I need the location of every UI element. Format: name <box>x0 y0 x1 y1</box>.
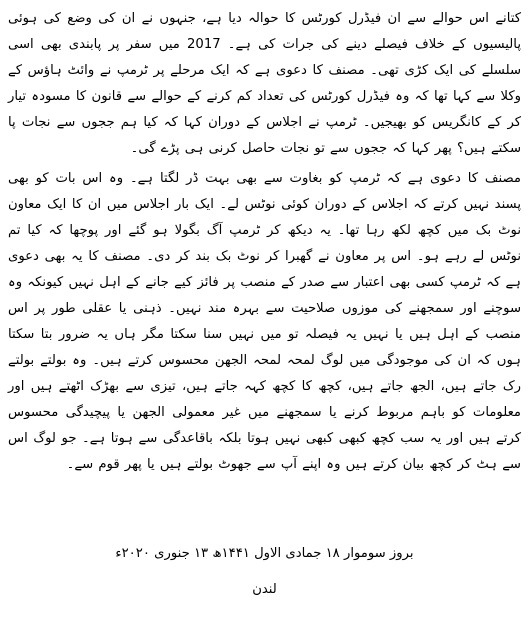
article-paragraph-1: کتانے اس حوالے سے ان فیڈرل کورٹس کا حوالہ دیا ہے، جنہوں نے ان کی وضع کی ہوئی پالیسیوں کے خلاف فیصلے دینے کی جرات کی ہے۔ 2017 میں سفر پر پابندی بھی اسی سلسلے کی ایک کڑی تھی۔ مصنف کا دعوی ہے کہ ایک مرحلے پر ٹرمپ نے وائٹ ہاؤس کے وکلا سے کہا تھا کہ وہ فیڈرل کورٹس کی تعداد کم کرنے کے حوالے سے قانون کا مسودہ تیار کر کے کانگریس کو بھیجیں۔ ٹرمپ نے اجلاس کے دوران کہا کہ کیا ہم ججوں سے نجات پا سکتے ہیں؟ پھر کہا کہ ججوں سے تو نجات حاصل کرنی ہی پڑے گی۔ <box>8 11 521 156</box>
article-dateline: بروز سوموار ۱۸ جمادی الاول ۱۴۴۱ھ ۱۳ جنوری ۲۰۲۰ء <box>115 546 414 561</box>
article-paragraph-2: مصنف کا دعوی ہے کہ ٹرمپ کو بغاوت سے بھی بہت ڈر لگتا ہے۔ وہ اس بات کو بھی پسند نہیں کرتے کہ اجلاس کے دوران کوئی نوٹس لے۔ ایک بار اجلاس میں ان کا ایک معاون نوٹ بک میں کچھ لکھ رہا تھا۔ یہ دیکھ کر ٹرمپ آگ بگولا ہو گئے اور پوچھا کہ کیا تم نوٹس لے رہے ہو۔ اس پر معاون نے گھبرا کر نوٹ بک بند کر دی۔ مصنف کا یہ بھی دعوی ہے کہ ٹرمپ کسی بھی اعتبار سے صدر کے منصب پر فائز کیے جانے کے اہل نہیں کیونکہ وہ سوچنے اور سمجھنے کی موزوں صلاحیت سے بہرہ مند نہیں۔ ذہنی یا عقلی طور پر اس منصب کے اہل ہیں یا نہیں یہ فیصلہ تو میں نہیں سنا سکتا مگر ہاں یہ ضرور بتا سکتا ہوں کہ ان کی موجودگی میں لوگ لمحہ لمحہ الجھن محسوس کرتے ہیں۔ وہ بولتے بولتے رک جاتے ہیں، الجھ جاتے ہیں، کچھ کا کچھ کہہ جاتے ہیں، تیزی سے بھڑک اٹھتے ہیں اور معلومات کو باہم مربوط کرنے یا سمجھنے میں غیر معمولی الجھن یا پیچیدگی محسوس کرتے ہیں اور یہ سب کچھ کبھی کبھی نہیں ہوتا بلکہ باقاعدگی سے ہوتا ہے۔ جو لوگ اس سے ہٹ کر کچھ بیان کرتے ہیں وہ اپنے آپ سے جھوٹ بولتے ہیں یا پھر قوم سے۔ <box>8 171 521 472</box>
article-location: لندن <box>252 582 277 597</box>
